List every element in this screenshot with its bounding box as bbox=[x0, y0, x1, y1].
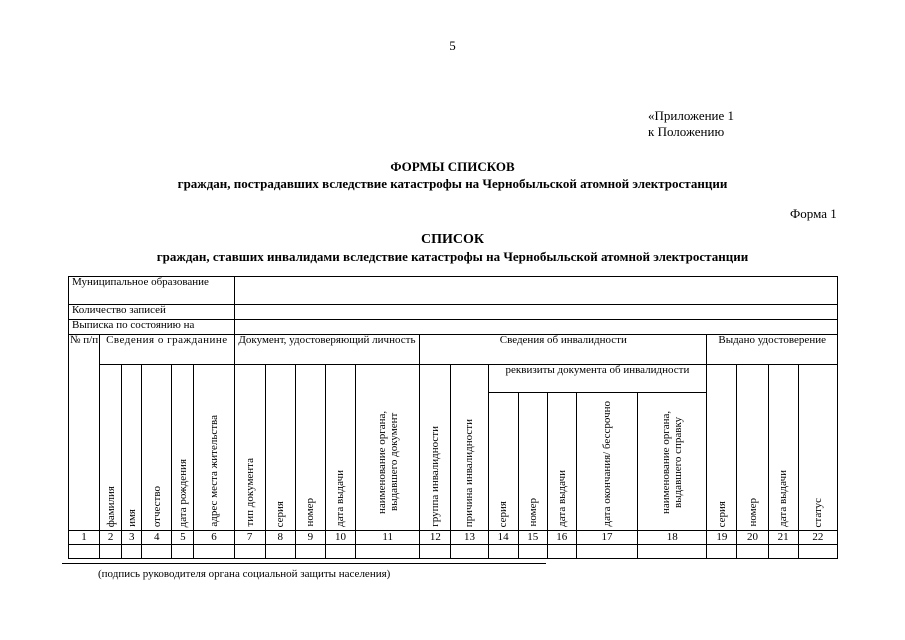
column-number: 8 bbox=[265, 531, 295, 545]
data-cell bbox=[638, 545, 707, 559]
col-header-disability-group bbox=[420, 365, 451, 531]
column-number: 18 bbox=[638, 531, 707, 545]
col-header-surname bbox=[100, 365, 122, 531]
column-number: 22 bbox=[798, 531, 837, 545]
col-header-doc-issuer bbox=[356, 365, 420, 531]
records-count-label: Количество записей bbox=[69, 305, 235, 320]
col-header-doc-series bbox=[265, 365, 295, 531]
col-header-text: фамилия bbox=[104, 485, 117, 527]
meta-row-records bbox=[69, 305, 838, 320]
municipality-label: Муниципальное образование bbox=[69, 277, 235, 305]
main-subtitle: граждан, пострадавших вследствие катастрофы на Чернобыльской атомной электростанции bbox=[177, 176, 728, 191]
disability-list-table bbox=[68, 276, 838, 559]
data-cell bbox=[356, 545, 420, 559]
data-cell bbox=[100, 545, 122, 559]
column-number: 15 bbox=[518, 531, 547, 545]
col-header-text: номер bbox=[526, 498, 539, 527]
column-number: 20 bbox=[737, 531, 768, 545]
column-number: 21 bbox=[768, 531, 798, 545]
data-cell bbox=[142, 545, 172, 559]
extract-date-label: Выписка по состоянию на bbox=[69, 320, 235, 335]
col-header-disdoc-series bbox=[488, 393, 518, 531]
data-cell bbox=[69, 545, 100, 559]
col-header-text: дата окончания/ бессрочно bbox=[600, 401, 613, 527]
col-header-text: наименование органа, выдавшего документ bbox=[375, 410, 400, 514]
data-cell bbox=[518, 545, 547, 559]
data-cell bbox=[122, 545, 142, 559]
data-cell bbox=[325, 545, 355, 559]
data-cell bbox=[234, 545, 265, 559]
column-number: 14 bbox=[488, 531, 518, 545]
col-header-doc-number bbox=[295, 365, 325, 531]
form-label: Форма 1 bbox=[790, 206, 837, 221]
col-header-text: имя bbox=[125, 509, 138, 527]
list-subtitle: граждан, ставших инвалидами вследствие катастрофы на Чернобыльской атомной электростанции bbox=[156, 249, 749, 264]
column-number: 13 bbox=[451, 531, 488, 545]
col-header-text: серия bbox=[497, 500, 510, 527]
column-number: 19 bbox=[707, 531, 737, 545]
signature-line bbox=[62, 563, 546, 564]
data-cell bbox=[265, 545, 295, 559]
col-header-patronymic bbox=[142, 365, 172, 531]
data-cell bbox=[172, 545, 194, 559]
col-header-text: серия bbox=[274, 500, 287, 527]
empty-data-row bbox=[69, 545, 838, 559]
col-header-cert-status bbox=[798, 365, 837, 531]
col-header-text: дата выдачи bbox=[777, 470, 790, 527]
col-header-text: адрес места жительства bbox=[208, 415, 221, 527]
page-number: 5 bbox=[449, 38, 456, 53]
column-number: 4 bbox=[142, 531, 172, 545]
data-cell bbox=[194, 545, 234, 559]
col-header-text: дата выдачи bbox=[555, 470, 568, 527]
col-header-text: отчество bbox=[150, 485, 163, 527]
col-header-disability-cause bbox=[451, 365, 488, 531]
column-number: 16 bbox=[547, 531, 576, 545]
data-cell bbox=[420, 545, 451, 559]
header-citizen: Сведения о гражданине bbox=[100, 335, 235, 365]
header-id-document: Документ, удостоверяющий личность bbox=[234, 335, 420, 365]
header-number: № п/п bbox=[69, 335, 100, 531]
annex-line-1: «Приложение 1 bbox=[648, 108, 735, 123]
column-number: 7 bbox=[234, 531, 265, 545]
column-number: 9 bbox=[295, 531, 325, 545]
data-cell bbox=[547, 545, 576, 559]
col-header-text: дата выдачи bbox=[334, 470, 347, 527]
header-disability-document: реквизиты документа об инвалидности bbox=[488, 365, 707, 393]
column-number-row bbox=[69, 531, 838, 545]
col-header-text: причина инвалидности bbox=[463, 418, 476, 527]
column-number: 1 bbox=[69, 531, 100, 545]
data-cell bbox=[295, 545, 325, 559]
column-number: 12 bbox=[420, 531, 451, 545]
col-header-address bbox=[194, 365, 234, 531]
meta-row-municipality bbox=[69, 277, 838, 305]
header-row-groups bbox=[69, 335, 838, 365]
col-header-text: статус bbox=[811, 497, 824, 527]
col-header-text: номер bbox=[304, 498, 317, 527]
col-header-cert-series bbox=[707, 365, 737, 531]
main-title: ФОРМЫ СПИСКОВ bbox=[390, 159, 515, 174]
signature-caption: (подпись руководителя органа социальной защиты населения) bbox=[98, 568, 391, 580]
data-cell bbox=[768, 545, 798, 559]
col-header-disdoc-end-date bbox=[576, 393, 637, 531]
col-header-text: группа инвалидности bbox=[429, 426, 442, 527]
annex-line-2: к Положению bbox=[648, 124, 725, 139]
column-number: 3 bbox=[122, 531, 142, 545]
col-header-birth-date bbox=[172, 365, 194, 531]
column-number: 2 bbox=[100, 531, 122, 545]
col-header-text: номер bbox=[746, 498, 759, 527]
data-cell bbox=[488, 545, 518, 559]
header-certificate: Выдано удостоверение bbox=[707, 335, 838, 365]
col-header-text: дата рождения bbox=[176, 458, 189, 527]
col-header-doc-type bbox=[234, 365, 265, 531]
column-number: 11 bbox=[356, 531, 420, 545]
col-header-cert-number bbox=[737, 365, 768, 531]
column-number: 10 bbox=[325, 531, 355, 545]
col-header-doc-issue-date bbox=[325, 365, 355, 531]
list-title: СПИСОК bbox=[420, 232, 485, 247]
col-header-cert-issue-date bbox=[768, 365, 798, 531]
data-cell bbox=[798, 545, 837, 559]
extract-date-value bbox=[234, 320, 837, 335]
data-cell bbox=[737, 545, 768, 559]
column-number: 17 bbox=[576, 531, 637, 545]
municipality-value bbox=[234, 277, 837, 305]
column-number: 6 bbox=[194, 531, 234, 545]
col-header-name bbox=[122, 365, 142, 531]
column-number: 5 bbox=[172, 531, 194, 545]
meta-row-extract bbox=[69, 320, 838, 335]
data-cell bbox=[576, 545, 637, 559]
header-disability: Сведения об инвалидности bbox=[420, 335, 707, 365]
col-header-disdoc-number bbox=[518, 393, 547, 531]
col-header-disdoc-issuer bbox=[638, 393, 707, 531]
data-cell bbox=[707, 545, 737, 559]
col-header-text: серия bbox=[715, 500, 728, 527]
col-header-text: тип документа bbox=[243, 458, 256, 527]
data-cell bbox=[451, 545, 488, 559]
col-header-disdoc-issue-date bbox=[547, 393, 576, 531]
header-row-sub bbox=[69, 365, 838, 393]
records-count-value bbox=[234, 305, 837, 320]
col-header-text: наименование органа, выдавшего справку bbox=[660, 410, 685, 514]
